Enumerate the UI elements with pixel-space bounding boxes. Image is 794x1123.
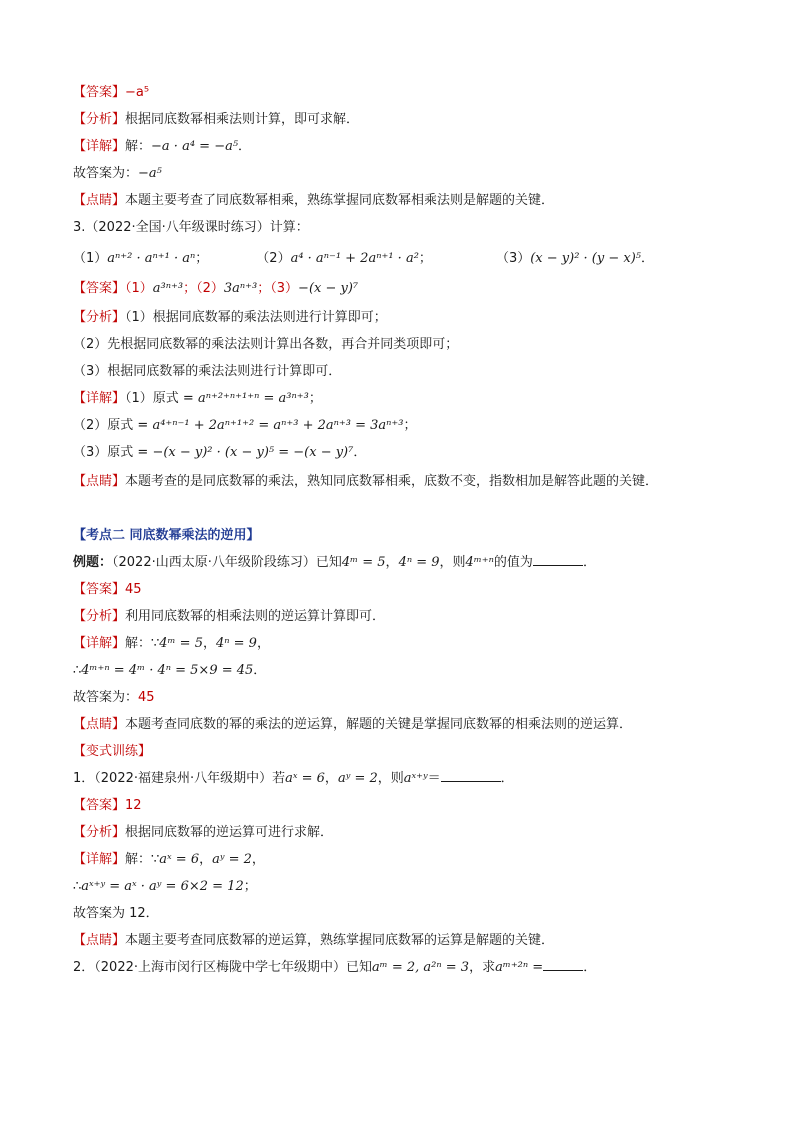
- text-line: [73, 956, 596, 980]
- math-expression: aʸ = 2: [337, 771, 378, 786]
- math-expression: −a · a⁴ = −a⁵: [151, 139, 239, 154]
- text-segment: ，则: [377, 771, 404, 786]
- answer-blank: [543, 956, 583, 971]
- section-tag: 【答案】: [73, 582, 126, 597]
- text-segment: ∴: [73, 879, 82, 894]
- math-expression: aˣ = 6: [159, 852, 200, 867]
- text-segment: 的值为: [493, 555, 533, 570]
- text-segment: （3）根据同底数幂的乘法法则进行计算即可．: [73, 364, 342, 379]
- text-segment: ，: [385, 555, 399, 570]
- math-expression: aˣ⁺ʸ = aˣ · aʸ = 6×2 = 12: [81, 879, 244, 894]
- text-line: [73, 387, 322, 411]
- text-segment: ．: [641, 251, 655, 266]
- text-line: [73, 277, 358, 301]
- section-tag: 【点睛】: [73, 474, 126, 489]
- text-segment: ；（3）: [257, 281, 299, 296]
- text-segment: 本题考查的是同底数幂的乘法，熟知同底数幂相乘，底数不变，指数相加是解答此题的关键．: [125, 474, 659, 489]
- section-tag: 【变式训练】: [73, 744, 152, 759]
- text-line: [73, 632, 270, 656]
- math-expression: a⁴⁺ⁿ⁻¹ + 2aⁿ⁺¹⁺² = aⁿ⁺³ + 2aⁿ⁺³ = 3aⁿ⁺³: [152, 418, 404, 433]
- math-expression: a⁴ · aⁿ⁻¹ + 2aⁿ⁺¹ · a²: [290, 251, 419, 266]
- section-tag: 【分析】: [73, 825, 126, 840]
- text-segment: ，: [324, 771, 338, 786]
- text-line: [73, 333, 458, 357]
- text-segment: 3.（2022·全国·八年级课时练习）计算：: [73, 220, 309, 235]
- math-expression: aᵐ⁺²ⁿ =: [495, 960, 544, 975]
- section-tag: 【答案】: [73, 798, 126, 813]
- section-tag: 【分析】: [73, 609, 126, 624]
- math-expression: aⁿ⁺² · aⁿ⁺¹ · aⁿ: [107, 251, 196, 266]
- text-segment: 本题主要考查了同底数幂相乘，熟练掌握同底数幂相乘法则是解题的关键．: [125, 193, 555, 208]
- text-line: [73, 247, 654, 271]
- text-segment: 故答案为：: [73, 690, 139, 705]
- answer-blank: [533, 551, 583, 566]
- section-tag: 【点睛】: [73, 193, 126, 208]
- section-tag: 【详解】: [73, 852, 126, 867]
- section-tag: 【答案】: [73, 281, 126, 296]
- text-line: [73, 551, 596, 575]
- text-segment: 解：: [125, 139, 152, 154]
- text-segment: 12: [125, 798, 142, 813]
- section-tag: 【答案】: [73, 85, 126, 100]
- text-segment: ，则: [439, 555, 466, 570]
- section-tag: 【点睛】: [73, 933, 126, 948]
- section-tag: 【点睛】: [73, 717, 126, 732]
- math-expression: aˣ = 6: [285, 771, 325, 786]
- math-expression: 4ᵐ = 5: [341, 555, 386, 570]
- text-segment: （2）原式 =: [73, 418, 153, 433]
- text-segment: ，: [202, 636, 216, 651]
- text-segment: （1）原式 =: [125, 391, 198, 406]
- section-tag: 【分析】: [73, 112, 126, 127]
- text-segment: ，: [256, 636, 270, 651]
- text-segment: 例题：: [73, 555, 113, 570]
- text-segment: ；: [243, 879, 257, 894]
- math-expression: 4ᵐ = 5: [159, 636, 203, 651]
- text-line: [73, 902, 159, 926]
- text-line: [73, 713, 632, 737]
- text-segment: 【考点二 同底数幂乘法的逆用】: [73, 528, 260, 543]
- text-line: [73, 794, 142, 818]
- math-expression: 4ᵐ⁺ⁿ: [465, 555, 494, 570]
- text-line: [73, 441, 366, 465]
- text-line: [73, 605, 385, 629]
- text-segment: 1．（2022·福建泉州·八年级期中）若: [73, 771, 286, 786]
- text-line: [73, 848, 265, 872]
- text-segment: ；: [308, 391, 322, 406]
- text-segment: 解：∵: [125, 636, 160, 651]
- text-segment: ．: [238, 139, 252, 154]
- math-expression: aᵐ = 2, a²ⁿ = 3: [372, 960, 470, 975]
- text-line: [73, 767, 514, 791]
- text-segment: 本题考查同底数的幂的乘法的逆运算，解题的关键是掌握同底数幂的相乘法则的逆运算．: [125, 717, 633, 732]
- text-line: [73, 360, 341, 384]
- text-line: [73, 135, 251, 159]
- math-expression: −(x − y)⁷: [298, 281, 359, 296]
- text-segment: ；: [418, 251, 432, 266]
- text-segment: 根据同底数幂的逆运算可进行求解．: [125, 825, 334, 840]
- text-segment: ．: [253, 663, 267, 678]
- text-segment: ＝: [427, 771, 441, 786]
- text-line: [73, 306, 387, 330]
- text-line: [73, 686, 155, 710]
- math-expression: 3aⁿ⁺³: [223, 281, 258, 296]
- math-expression: 4ⁿ = 9: [215, 636, 257, 651]
- text-segment: （1）根据同底数幂的乘法法则进行计算即可；: [125, 310, 387, 325]
- math-expression: −a⁵: [138, 166, 162, 181]
- text-segment: （1）: [73, 251, 108, 266]
- text-line: [73, 81, 149, 105]
- text-line: [73, 414, 417, 438]
- text-segment: 利用同底数幂的相乘法则的逆运算计算即可．: [125, 609, 386, 624]
- text-line: [73, 875, 257, 899]
- text-line: [73, 929, 554, 953]
- math-expression: aⁿ⁺²⁺ⁿ⁺¹⁺ⁿ = a³ⁿ⁺³: [197, 391, 309, 406]
- text-segment: ∴: [73, 663, 82, 678]
- text-segment: 故答案为 12．: [73, 906, 159, 921]
- math-expression: (x − y)² · (y − x)⁵: [530, 251, 641, 266]
- text-segment: ；（2）: [183, 281, 224, 296]
- text-line: [73, 470, 658, 494]
- text-line: [73, 659, 266, 683]
- text-segment: 解：∵: [125, 852, 160, 867]
- math-expression: aˣ⁺ʸ: [403, 771, 428, 786]
- section-tag: 【详解】: [73, 391, 126, 406]
- text-segment: 2．（2022·上海市闵行区梅陇中学七年级期中）已知: [73, 960, 372, 975]
- text-segment: ．: [582, 555, 596, 570]
- text-segment: 根据同底数幂相乘法则计算，即可求解．: [125, 112, 360, 127]
- text-segment: （3）原式 =: [73, 445, 153, 460]
- text-segment: ；: [403, 418, 417, 433]
- text-segment: （2）: [256, 251, 291, 266]
- math-expression: 4ᵐ⁺ⁿ = 4ᵐ · 4ⁿ = 5×9 = 45: [81, 663, 254, 678]
- text-line: [73, 162, 162, 186]
- text-line: [73, 821, 333, 845]
- text-segment: 45: [125, 582, 142, 597]
- text-segment: ．: [500, 771, 514, 786]
- text-segment: （2）先根据同底数幂的乘法法则计算出各数，再合并同类项即可；: [73, 337, 459, 352]
- text-segment: （2022·山西太原·八年级阶段练习）已知: [112, 555, 342, 570]
- section-tag: 【详解】: [73, 636, 126, 651]
- section-tag: 【分析】: [73, 310, 126, 325]
- text-segment: ，: [251, 852, 265, 867]
- text-line: [73, 108, 359, 132]
- text-segment: （1）: [125, 281, 153, 296]
- text-segment: 本题主要考查同底数幂的逆运算，熟练掌握同底数幂的运算是解题的关键．: [125, 933, 555, 948]
- text-line: [73, 189, 554, 213]
- text-segment: ，: [199, 852, 213, 867]
- text-segment: ．: [353, 445, 367, 460]
- text-line: [73, 216, 309, 240]
- text-segment: −a⁵: [125, 85, 150, 100]
- math-expression: −(x − y)² · (x − y)⁵ = −(x − y)⁷: [152, 445, 354, 460]
- text-segment: 故答案为：: [73, 166, 139, 181]
- text-line: [73, 524, 260, 548]
- math-expression: aʸ = 2: [212, 852, 252, 867]
- math-expression: 4ⁿ = 9: [398, 555, 440, 570]
- answer-blank: [441, 767, 501, 782]
- text-segment: ．: [583, 960, 597, 975]
- text-segment: ；: [195, 251, 209, 266]
- text-segment: （3）: [495, 251, 531, 266]
- math-expression: a³ⁿ⁺³: [152, 281, 184, 296]
- text-line: [73, 740, 151, 764]
- text-segment: ，求: [469, 960, 496, 975]
- text-line: [73, 578, 142, 602]
- text-segment: 45: [138, 690, 155, 705]
- section-tag: 【详解】: [73, 139, 126, 154]
